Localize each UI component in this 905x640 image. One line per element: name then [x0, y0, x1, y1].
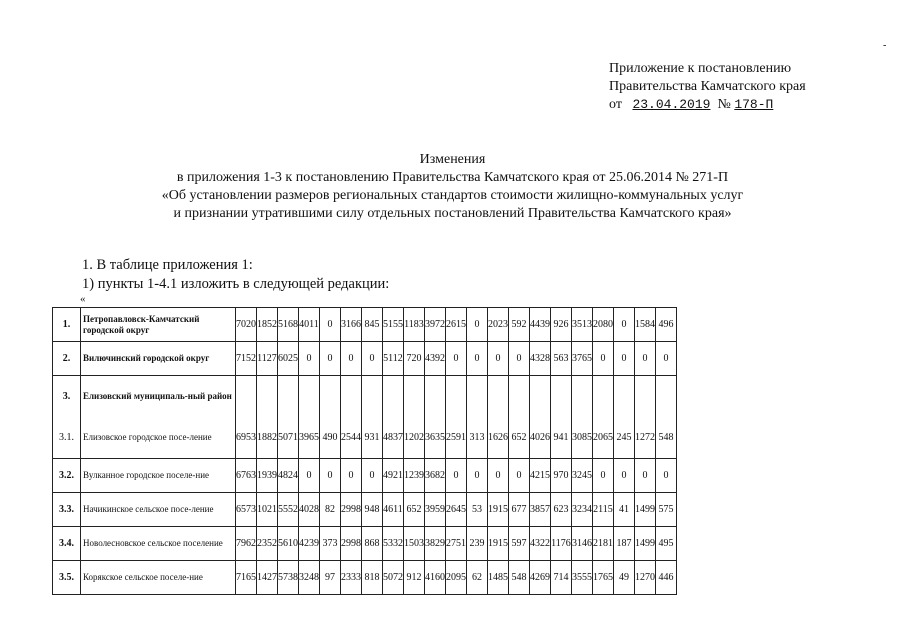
table-cell: 0 — [635, 342, 656, 376]
table-cell: 948 — [362, 493, 383, 527]
table-row — [53, 376, 677, 459]
table-cell: 2645 — [446, 493, 467, 527]
row-number: 3. — [62, 390, 71, 402]
table-cell: 82 — [320, 493, 341, 527]
table-cell: 0 — [341, 342, 362, 376]
table-cell: 1584 — [635, 308, 656, 342]
table-cell: 5738 — [278, 561, 299, 595]
row-number: 3.4. — [53, 527, 81, 561]
table-cell: 3857 — [530, 493, 551, 527]
opening-quote: « — [80, 293, 86, 305]
table-cell — [257, 376, 278, 459]
table-row — [53, 561, 677, 595]
table-row — [53, 308, 677, 342]
table-cell: 3234 — [572, 493, 593, 527]
row-number: 3.2. — [53, 459, 81, 493]
table-cell: 4392 — [425, 342, 446, 376]
table-cell: 97 — [320, 561, 341, 595]
table-cell: 0 — [362, 342, 383, 376]
table-cell: 49 — [614, 561, 635, 595]
table-cell: 575 — [656, 493, 677, 527]
table-cell — [551, 376, 572, 459]
table-cell: 495 — [656, 527, 677, 561]
table-cell — [236, 376, 257, 459]
decree-date: 23.04.2019 — [632, 97, 711, 112]
row-number: 1. — [53, 308, 81, 342]
table-cell: 1183 — [404, 308, 425, 342]
table-row — [53, 493, 677, 527]
row-name: Вулканное городское поселе-ние — [81, 459, 236, 493]
table-cell: 2181 — [593, 527, 614, 561]
table-cell — [341, 376, 362, 459]
decree-number: 178-П — [734, 97, 774, 112]
table-row — [53, 342, 677, 376]
header-date-line — [609, 96, 806, 114]
table-cell: 5072 — [383, 561, 404, 595]
cell-value: 313 — [469, 431, 485, 443]
table-cell: 3513 — [572, 308, 593, 342]
table-cell: 7152 — [236, 342, 257, 376]
paragraph-2: 1) пункты 1-4.1 изложить в следующей редакции: — [82, 276, 390, 292]
table-cell: 62 — [467, 561, 488, 595]
table-cell: 720 — [404, 342, 425, 376]
standards-table — [52, 307, 677, 595]
table-cell: 53 — [467, 493, 488, 527]
table-row — [53, 459, 677, 493]
table-cell — [446, 376, 467, 459]
table-cell: 970 — [551, 459, 572, 493]
cell-value: 1626 — [488, 431, 508, 443]
table-cell: 7020 — [236, 308, 257, 342]
table-cell: 3765 — [572, 342, 593, 376]
table-cell: 3146 — [572, 527, 593, 561]
table-cell: 4921 — [383, 459, 404, 493]
table-cell — [614, 376, 635, 459]
table-cell: 3829 — [425, 527, 446, 561]
table-cell: 1239 — [404, 459, 425, 493]
cell-value: 2065 — [593, 431, 613, 443]
date-prefix: от — [609, 97, 622, 112]
cell-value: 1272 — [635, 431, 655, 443]
table-cell: 5610 — [278, 527, 299, 561]
table-cell: 0 — [446, 342, 467, 376]
table-cell — [488, 376, 509, 459]
table-cell: 41 — [614, 493, 635, 527]
table-cell: 1503 — [404, 527, 425, 561]
table-cell: 3682 — [425, 459, 446, 493]
table-cell: 2115 — [593, 493, 614, 527]
table-cell: 677 — [509, 493, 530, 527]
table-cell: 5112 — [383, 342, 404, 376]
table-cell — [656, 376, 677, 459]
cell-value: 2591 — [446, 431, 466, 443]
table-cell: 0 — [509, 342, 530, 376]
table-cell — [404, 376, 425, 459]
table-cell — [362, 376, 383, 459]
cell-value: 490 — [322, 431, 338, 443]
table-cell: 845 — [362, 308, 383, 342]
table-cell: 4322 — [530, 527, 551, 561]
table-cell: 4269 — [530, 561, 551, 595]
table-cell — [635, 376, 656, 459]
title-heading: Изменения — [419, 152, 486, 167]
row-number: 3.1. — [59, 431, 74, 443]
cell-value: 245 — [616, 431, 632, 443]
table-cell: 0 — [467, 308, 488, 342]
table-cell: 3555 — [572, 561, 593, 595]
table-cell: 0 — [635, 459, 656, 493]
approval-header — [609, 60, 806, 114]
table-cell: 2333 — [341, 561, 362, 595]
table-cell: 0 — [299, 342, 320, 376]
table-cell: 2998 — [341, 527, 362, 561]
table-cell: 548 — [509, 561, 530, 595]
table-cell: 714 — [551, 561, 572, 595]
cell-value: 5071 — [278, 431, 298, 443]
table-cell: 563 — [551, 342, 572, 376]
table-cell: 0 — [467, 459, 488, 493]
table-cell: 7962 — [236, 527, 257, 561]
table-cell: 0 — [614, 342, 635, 376]
table-cell: 2080 — [593, 308, 614, 342]
cell-value: 6953 — [236, 431, 256, 443]
table-cell — [383, 376, 404, 459]
row-name: Елизовский муниципаль-ный район — [83, 390, 232, 401]
table-cell: 5168 — [278, 308, 299, 342]
table-cell: 1915 — [488, 527, 509, 561]
scan-mark: - — [883, 40, 887, 51]
cell-value: 3635 — [425, 431, 445, 443]
cell-value: 1202 — [404, 431, 424, 443]
table-cell — [425, 376, 446, 459]
cell-value: 4026 — [530, 431, 550, 443]
table-cell — [530, 376, 551, 459]
document-title — [0, 151, 905, 223]
row-name — [81, 376, 236, 459]
cell-value: 548 — [658, 431, 674, 443]
table-cell: 0 — [593, 459, 614, 493]
table-cell: 1499 — [635, 527, 656, 561]
table-cell — [593, 376, 614, 459]
table-cell: 3248 — [299, 561, 320, 595]
table-cell: 0 — [614, 308, 635, 342]
title-line-2: «Об установлении размеров региональных стандартов стоимости жилищно-коммунальных услуг — [161, 188, 744, 203]
row-number: 3.3. — [53, 493, 81, 527]
paragraph-1: 1. В таблице приложения 1: — [82, 257, 253, 273]
table-cell: 597 — [509, 527, 530, 561]
table-cell: 6763 — [236, 459, 257, 493]
table-cell: 0 — [509, 459, 530, 493]
table-cell: 3245 — [572, 459, 593, 493]
header-line-1: Приложение к постановлению — [609, 61, 792, 76]
table-cell: 0 — [488, 342, 509, 376]
table-cell: 3972 — [425, 308, 446, 342]
table-cell: 6573 — [236, 493, 257, 527]
cell-value: 2544 — [341, 431, 361, 443]
row-name: Новолесновское сельское поселение — [81, 527, 236, 561]
table-cell — [299, 376, 320, 459]
table-cell: 4611 — [383, 493, 404, 527]
table-cell — [572, 376, 593, 459]
table-cell: 4239 — [299, 527, 320, 561]
table-cell: 0 — [320, 459, 341, 493]
table-cell: 0 — [341, 459, 362, 493]
table-cell: 1499 — [635, 493, 656, 527]
table-cell: 4160 — [425, 561, 446, 595]
table-cell: 4215 — [530, 459, 551, 493]
table-cell — [278, 376, 299, 459]
table-cell: 0 — [320, 308, 341, 342]
table-cell: 5332 — [383, 527, 404, 561]
table-cell: 3166 — [341, 308, 362, 342]
table-cell: 1021 — [257, 493, 278, 527]
table-cell: 496 — [656, 308, 677, 342]
cell-value: 4837 — [383, 431, 403, 443]
table-cell — [320, 376, 341, 459]
table-cell: 1270 — [635, 561, 656, 595]
row-name: Петропавловск-Камчатский городской округ — [81, 308, 236, 342]
table-cell: 0 — [446, 459, 467, 493]
table-cell: 4439 — [530, 308, 551, 342]
table-cell: 1176 — [551, 527, 572, 561]
table-cell: 3959 — [425, 493, 446, 527]
cell-value: 1882 — [257, 431, 277, 443]
table-cell: 0 — [614, 459, 635, 493]
table-cell: 1939 — [257, 459, 278, 493]
cell-value: 931 — [364, 431, 380, 443]
table-cell: 0 — [656, 459, 677, 493]
table-cell: 7165 — [236, 561, 257, 595]
table-cell: 0 — [488, 459, 509, 493]
table-row — [53, 527, 677, 561]
cell-value: 3085 — [572, 431, 592, 443]
table-cell: 5552 — [278, 493, 299, 527]
table-cell: 2095 — [446, 561, 467, 595]
table-cell: 1485 — [488, 561, 509, 595]
table-cell: 4824 — [278, 459, 299, 493]
table-cell: 818 — [362, 561, 383, 595]
row-name: Вилючинский городской округ — [81, 342, 236, 376]
table-cell: 4328 — [530, 342, 551, 376]
table-cell: 2615 — [446, 308, 467, 342]
cell-value: 941 — [553, 431, 569, 443]
table-cell: 0 — [467, 342, 488, 376]
table-cell: 1427 — [257, 561, 278, 595]
table-cell: 1852 — [257, 308, 278, 342]
table-cell: 6025 — [278, 342, 299, 376]
table-cell: 592 — [509, 308, 530, 342]
table-cell: 2023 — [488, 308, 509, 342]
table-cell: 5155 — [383, 308, 404, 342]
table-cell: 1915 — [488, 493, 509, 527]
table-cell: 912 — [404, 561, 425, 595]
row-number: 2. — [53, 342, 81, 376]
header-line-2: Правительства Камчатского края — [609, 79, 806, 94]
table-cell: 373 — [320, 527, 341, 561]
table-cell: 446 — [656, 561, 677, 595]
cell-value: 3965 — [299, 431, 319, 443]
table-cell: 926 — [551, 308, 572, 342]
title-line-3: и признании утратившими силу отдельных постановлений Правительства Камчатского края» — [173, 206, 732, 221]
table-cell: 0 — [362, 459, 383, 493]
table-cell: 623 — [551, 493, 572, 527]
table-cell: 0 — [656, 342, 677, 376]
table-cell: 239 — [467, 527, 488, 561]
row-name: Начикинское сельское посе-ление — [81, 493, 236, 527]
row-number — [53, 376, 81, 459]
table-cell: 2751 — [446, 527, 467, 561]
table-cell: 1127 — [257, 342, 278, 376]
table-cell: 2998 — [341, 493, 362, 527]
row-name: Корякское сельское поселе-ние — [81, 561, 236, 595]
table-cell: 4011 — [299, 308, 320, 342]
number-prefix: № — [717, 97, 731, 112]
table-cell: 868 — [362, 527, 383, 561]
table-cell: 652 — [404, 493, 425, 527]
table-cell: 0 — [593, 342, 614, 376]
table-cell: 4028 — [299, 493, 320, 527]
cell-value: 652 — [511, 431, 527, 443]
table-cell: 0 — [299, 459, 320, 493]
table-cell — [509, 376, 530, 459]
table-cell: 187 — [614, 527, 635, 561]
row-number: 3.5. — [53, 561, 81, 595]
table-cell — [467, 376, 488, 459]
table-cell: 0 — [320, 342, 341, 376]
table-cell: 2352 — [257, 527, 278, 561]
table-cell: 1765 — [593, 561, 614, 595]
title-line-1: в приложения 1-3 к постановлению Правительства Камчатского края от 25.06.2014 № 271-П — [176, 170, 729, 185]
row-name: Елизовское городское посе-ление — [83, 431, 212, 442]
